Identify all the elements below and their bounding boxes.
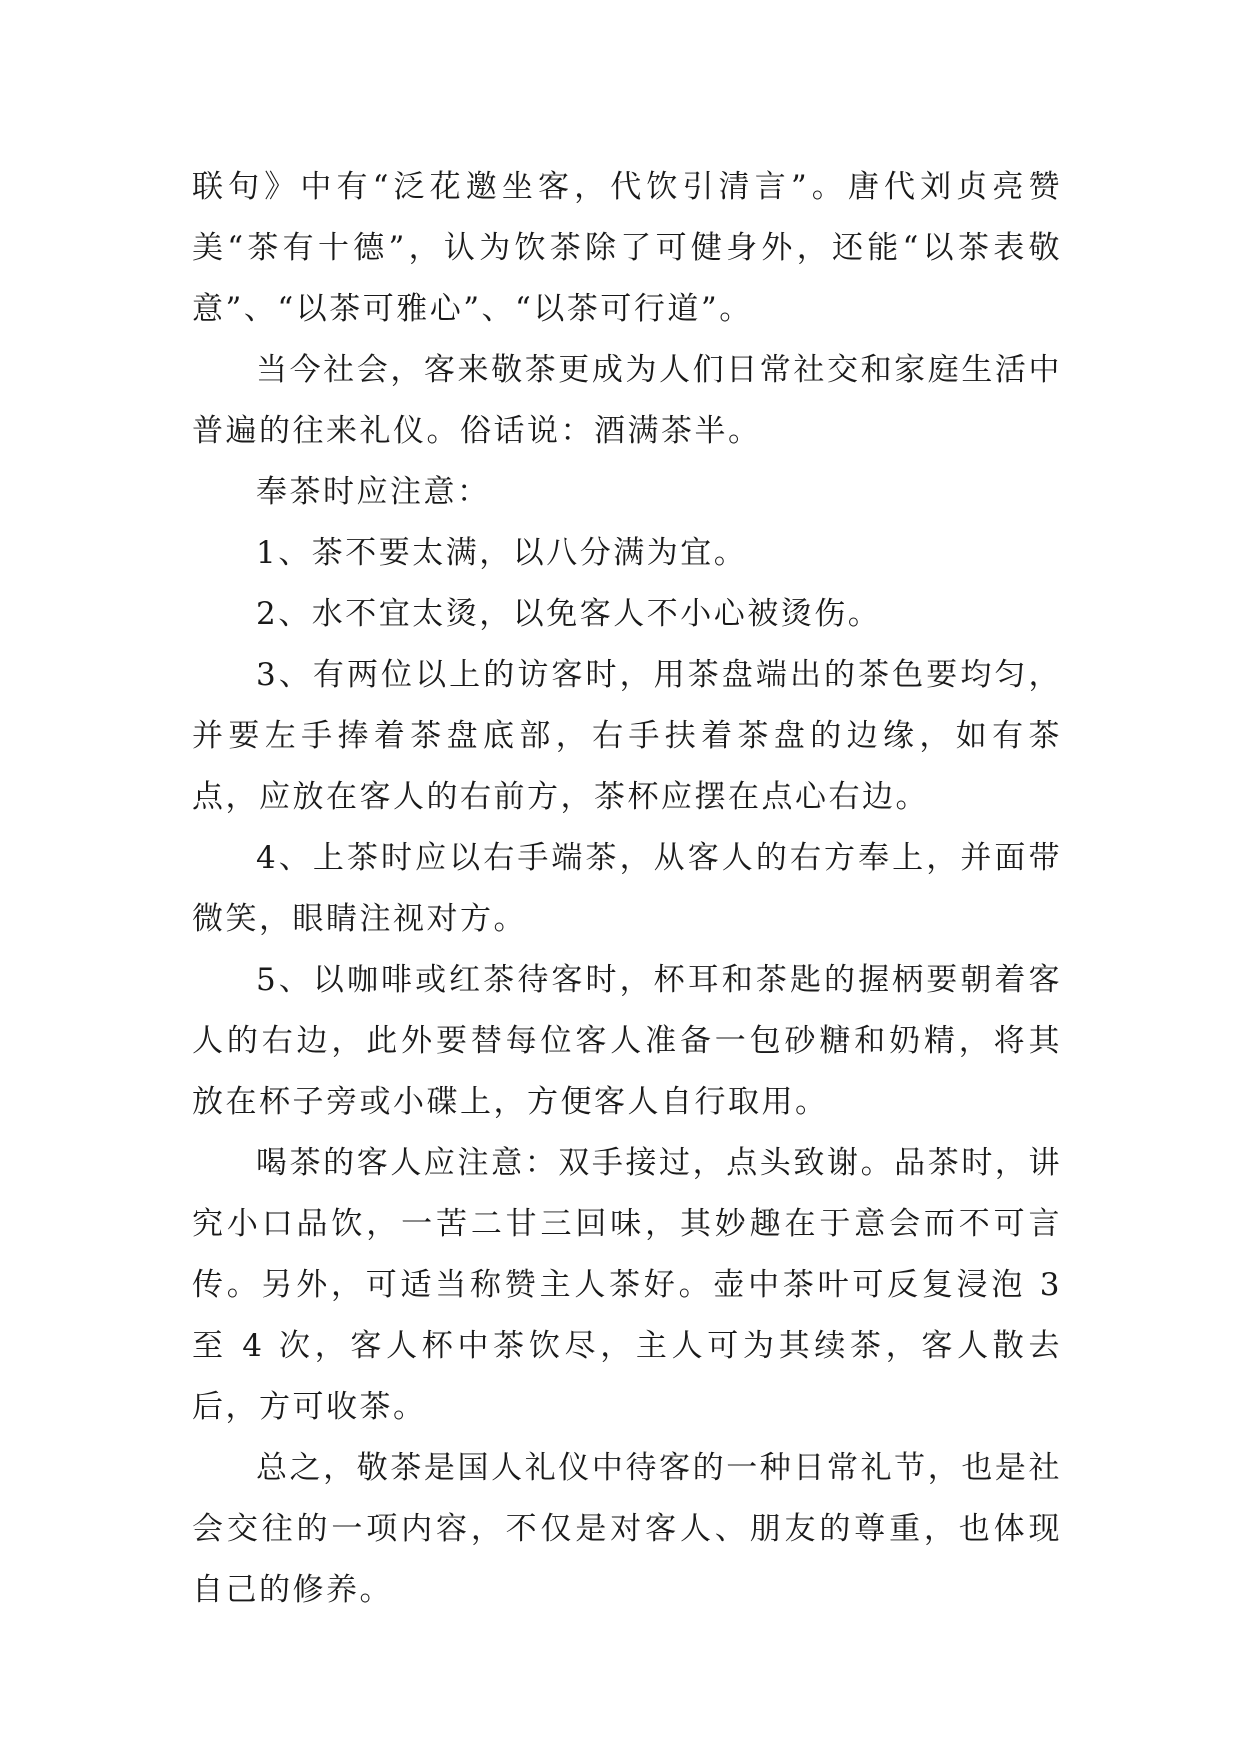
paragraph-conclusion: 总之，敬茶是国人礼仪中待客的一种日常礼节，也是社会交往的一项内容，不仅是对客人、朋友的尊重，也体现自己的修养。 [192, 1450, 1062, 1608]
paragraph-continuation: 联句》中有“泛花邀坐客，代饮引清言”。唐代刘贞亮赞美“茶有十德”，认为饮茶除了可健身外，还能“以茶表敬意”、“以茶可雅心”、“以茶可行道”。 [192, 169, 1062, 327]
list-item-1: 1、茶不要太满，以八分满为宜。 [256, 535, 748, 571]
document-body [192, 157, 1062, 1621]
list-item-3: 3、有两位以上的访客时，用茶盘端出的茶色要均匀，并要左手捧着茶盘底部，右手扶着茶盘的边缘，如有茶点，应放在客人的右前方，茶杯应摆在点心右边。 [192, 657, 1062, 815]
paragraph-serving-heading: 奉茶时应注意： [256, 474, 491, 510]
list-item-2: 2、水不宜太烫，以免客人不小心被烫伤。 [256, 596, 882, 632]
paragraph-social-tea-etiquette: 当今社会，客来敬茶更成为人们日常社交和家庭生活中普遍的往来礼仪。俗话说：酒满茶半。 [192, 352, 1062, 449]
paragraph-guest-etiquette: 喝茶的客人应注意：双手接过，点头致谢。品茶时，讲究小口品饮，一苦二甘三回味，其妙趣在于意会而不可言传。另外，可适当称赞主人茶好。壶中茶叶可反复浸泡 3 至 4 次，客人杯中茶饮尽，主人可为其续茶，客人散去后，方可收茶。 [192, 1145, 1062, 1425]
list-item-4: 4、上茶时应以右手端茶，从客人的右方奉上，并面带微笑，眼睛注视对方。 [192, 840, 1062, 937]
list-item-5: 5、以咖啡或红茶待客时，杯耳和茶匙的握柄要朝着客人的右边，此外要替每位客人准备一包砂糖和奶精，将其放在杯子旁或小碟上，方便客人自行取用。 [192, 962, 1062, 1120]
